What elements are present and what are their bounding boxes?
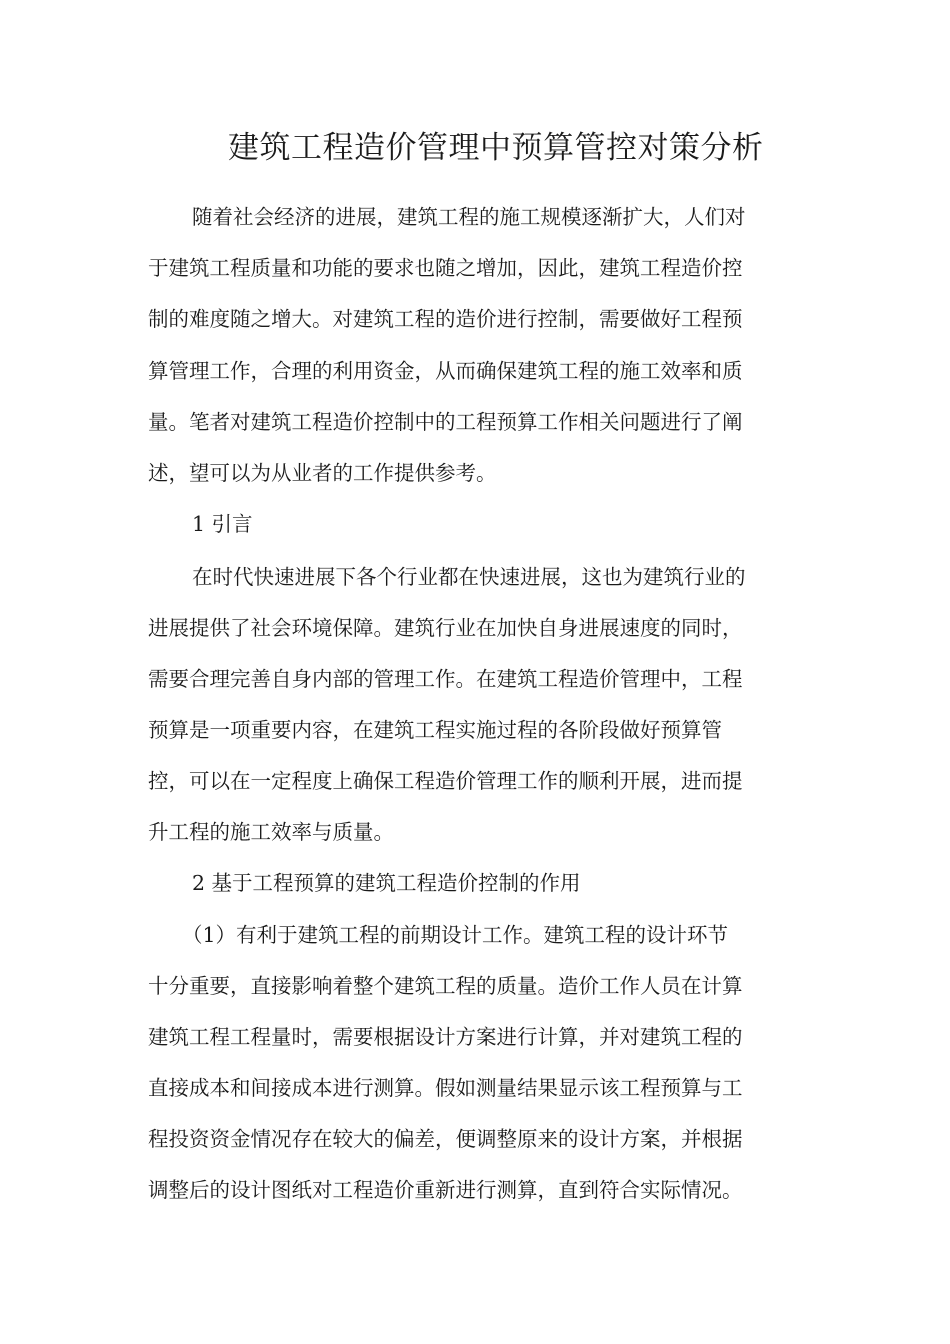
body-line: 述，望可以为从业者的工作提供参考。 bbox=[148, 461, 497, 485]
body-line: 制的难度随之增大。对建筑工程的造价进行控制，需要做好工程预 bbox=[148, 307, 743, 331]
body-line: 升工程的施工效率与质量。 bbox=[148, 820, 394, 844]
body-line: 随着社会经济的进展，建筑工程的施工规模逐渐扩大，人们对 bbox=[192, 205, 746, 229]
body-line: 十分重要，直接影响着整个建筑工程的质量。造价工作人员在计算 bbox=[148, 974, 743, 998]
body-line: 建筑工程工程量时，需要根据设计方案进行计算，并对建筑工程的 bbox=[148, 1025, 743, 1049]
body-line: 直接成本和间接成本进行测算。假如测量结果显示该工程预算与工 bbox=[148, 1076, 743, 1100]
body-line: 控，可以在一定程度上确保工程造价管理工作的顺利开展，进而提 bbox=[148, 769, 743, 793]
body-line: 预算是一项重要内容，在建筑工程实施过程的各阶段做好预算管 bbox=[148, 718, 722, 742]
section-heading-1: 1 引言 bbox=[192, 512, 253, 536]
body-line: 需要合理完善自身内部的管理工作。在建筑工程造价管理中，工程 bbox=[148, 667, 743, 691]
body-line: 量。笔者对建筑工程造价控制中的工程预算工作相关问题进行了阐 bbox=[148, 410, 743, 434]
body-line: 算管理工作，合理的利用资金，从而确保建筑工程的施工效率和质 bbox=[148, 359, 743, 383]
body-line: 调整后的设计图纸对工程造价重新进行测算，直到符合实际情况。 bbox=[148, 1178, 743, 1202]
document-title: 建筑工程造价管理中预算管控对策分析 bbox=[228, 130, 764, 166]
body-line: 于建筑工程质量和功能的要求也随之增加，因此，建筑工程造价控 bbox=[148, 256, 743, 280]
body-line: 进展提供了社会环境保障。建筑行业在加快自身进展速度的同时， bbox=[148, 616, 743, 640]
body-line: （1）有利于建筑工程的前期设计工作。建筑工程的设计环节 bbox=[182, 923, 729, 947]
body-line: 在时代快速进展下各个行业都在快速进展，这也为建筑行业的 bbox=[192, 565, 746, 589]
body-line: 程投资资金情况存在较大的偏差，便调整原来的设计方案，并根据 bbox=[148, 1127, 743, 1151]
section-heading-2: 2 基于工程预算的建筑工程造价控制的作用 bbox=[192, 871, 581, 895]
